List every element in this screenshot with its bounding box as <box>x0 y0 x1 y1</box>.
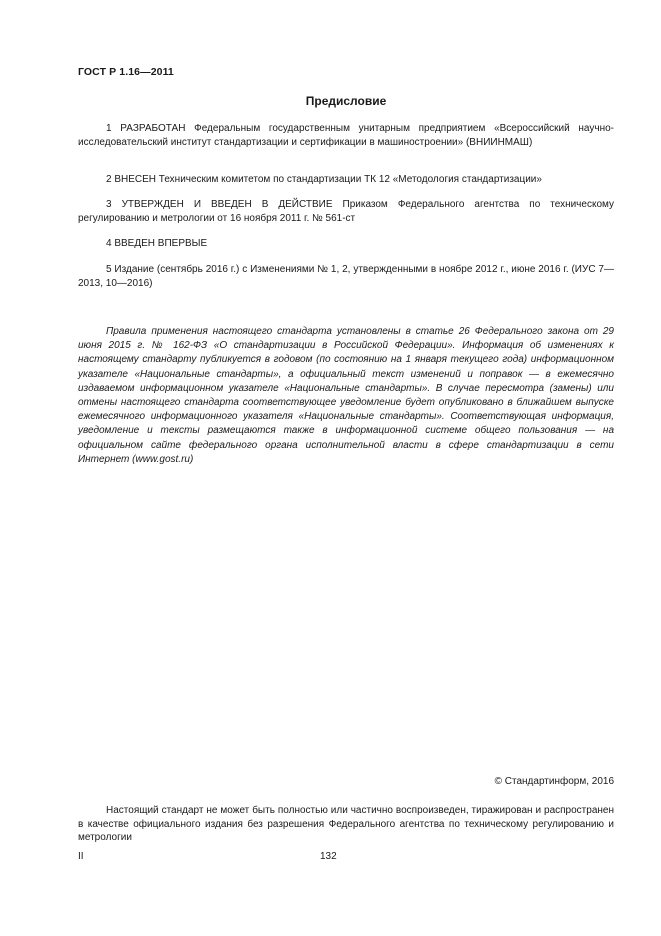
page-roman-numeral: II <box>78 851 84 862</box>
application-rules-note: Правила применения настоящего стандарта установлены в статье 26 Федерального закона от 29 июня 2015 г. № 162-ФЗ «О стандартизации в Российской Федерации». Информация об изменениях к настоящему стандарту публикуется в годовом (по состоянию на 1 января текущего года) информационном указателе «Национальные стандарты», а официальный текст изменений и поправок — в ежемесячно издаваемом информационном указателе «Национальные стандарты». В случае пересмотра (замены) или отмены настоящего стандарта соответствующее уведомление будет опубликовано в ближайшем выпуске ежемесячного информационного указателя «Национальные стандарты». Соответствующая информация, уведомление и тексты размещаются также в информационной системе общего пользования — на официальном сайте федерального органа исполнительной власти в сфере стандартизации в сети Интернет (www.gost.ru) <box>78 326 614 465</box>
document-header-code: ГОСТ Р 1.16—2011 <box>78 66 174 78</box>
section-title: Предисловие <box>305 94 387 108</box>
page-number: 132 <box>320 851 337 862</box>
foreword-item-1: 1 РАЗРАБОТАН Федеральным государственным унитарным предприятием «Всероссийский научно-исследовательский институт стандартизации и сертификации в машиностроении» (ВНИИНМАШ) <box>78 123 614 148</box>
foreword-item-5: 5 Издание (сентябрь 2016 г.) с Изменениями № 1, 2, утвержденными в ноябре 2012 г., июне 2016 г. (ИУС 7—2013, 10—2016) <box>78 264 614 289</box>
copyright-line: © Стандартинформ, 2016 <box>494 776 614 787</box>
foreword-item-4: 4 ВВЕДЕН ВПЕРВЫЕ <box>106 238 208 249</box>
foreword-item-2: 2 ВНЕСЕН Техническим комитетом по стандартизации ТК 12 «Методология стандартизации» <box>106 174 542 185</box>
foreword-item-3: 3 УТВЕРЖДЕН И ВВЕДЕН В ДЕЙСТВИЕ Приказом Федерального агентства по техническому регулированию и метрологии от 16 ноября 2011 г. № 561-ст <box>78 199 614 224</box>
reproduction-notice: Настоящий стандарт не может быть полностью или частично воспроизведен, тиражирован и распространен в качестве официального издания без разрешения Федерального агентства по техническому регулированию и метрологии <box>78 805 614 843</box>
